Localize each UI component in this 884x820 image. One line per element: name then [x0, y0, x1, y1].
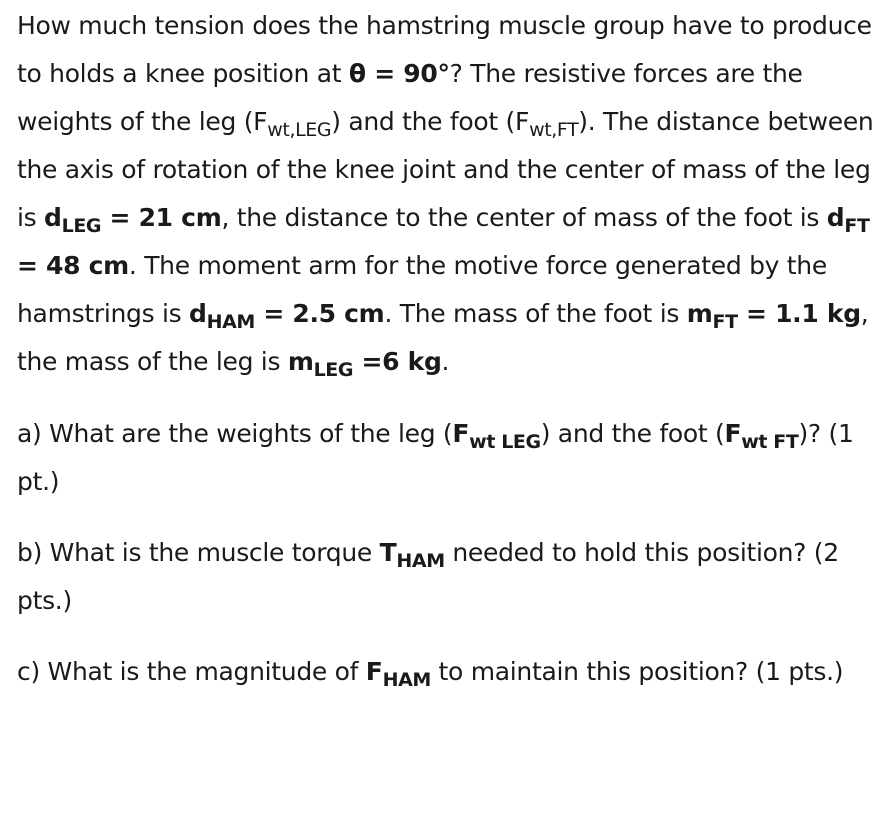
- question-c-text: to maintain this position? (1 pts.): [430, 657, 844, 686]
- m-ft-subscript: FT: [712, 311, 738, 333]
- intro-text: ) and the foot (F: [331, 107, 530, 136]
- f-ham-subscript: HAM: [382, 669, 431, 691]
- m-leg-subscript: LEG: [313, 359, 354, 381]
- f-wt-ft-subscript: wt FT: [741, 431, 799, 453]
- d-ft-symbol: d: [826, 203, 845, 232]
- question-b-text: b) What is the muscle torque: [17, 538, 380, 567]
- m-leg-value: [287, 347, 442, 381]
- intro-text: ? The resistive forces are the weights of the leg (F: [17, 59, 803, 136]
- subscript-wt-ft: wt,FT: [529, 119, 579, 141]
- question-a-text: a) What are the weights of the leg (: [17, 419, 453, 448]
- f-wt-ft: [724, 419, 799, 453]
- document-body: [17, 0, 879, 696]
- m-leg-symbol: m: [287, 347, 314, 376]
- intro-text: . The moment arm for the motive force generated by the hamstrings is: [17, 251, 827, 328]
- d-ham-number: = 2.5 cm: [254, 299, 385, 328]
- f-wt-leg: [452, 419, 541, 453]
- f-ham-symbol: F: [365, 657, 383, 686]
- question-a-text: ) and the foot (: [540, 419, 725, 448]
- intro-text: ). The distance between the axis of rotation of the knee joint and the center of mass of the leg is: [17, 107, 874, 232]
- t-ham: [379, 538, 445, 572]
- t-ham-subscript: HAM: [396, 550, 445, 572]
- d-ft-subscript: FT: [844, 215, 870, 237]
- m-ft-number: = 1.1 kg: [737, 299, 861, 328]
- question-a-text: )? (1 pt.): [17, 419, 854, 496]
- subscript-wt-leg: wt,LEG: [267, 119, 332, 141]
- d-leg-subscript: LEG: [61, 215, 102, 237]
- question-b-text: needed to hold this position? (2 pts.): [17, 538, 839, 615]
- question-b: [17, 529, 879, 625]
- intro-text: .: [441, 347, 450, 376]
- theta-value: θ = 90°: [348, 59, 450, 88]
- d-leg-number: = 21 cm: [101, 203, 222, 232]
- m-ft-symbol: m: [686, 299, 713, 328]
- f-wt-ft-symbol: F: [724, 419, 742, 448]
- m-ft-value: [686, 299, 861, 333]
- f-wt-leg-symbol: F: [452, 419, 470, 448]
- problem-statement: [17, 0, 879, 386]
- question-a: [17, 410, 879, 506]
- d-ft-number: = 48 cm: [17, 251, 129, 280]
- intro-text: , the mass of the leg is: [17, 299, 869, 376]
- d-leg-value: [44, 203, 222, 237]
- question-c-text: c) What is the magnitude of: [17, 657, 366, 686]
- d-ham-value: [188, 299, 385, 333]
- question-c: [17, 648, 879, 696]
- intro-text: . The mass of the foot is: [384, 299, 687, 328]
- intro-text: , the distance to the center of mass of the foot is: [221, 203, 827, 232]
- d-ham-subscript: HAM: [206, 311, 255, 333]
- f-ham: [365, 657, 431, 691]
- m-leg-number: =6 kg: [353, 347, 442, 376]
- f-wt-leg-subscript: wt LEG: [469, 431, 541, 453]
- t-ham-symbol: T: [379, 538, 397, 567]
- d-leg-symbol: d: [44, 203, 62, 232]
- d-ham-symbol: d: [188, 299, 207, 328]
- intro-text: How much tension does the hamstring muscle group have to produce to holds a knee position at: [17, 11, 872, 88]
